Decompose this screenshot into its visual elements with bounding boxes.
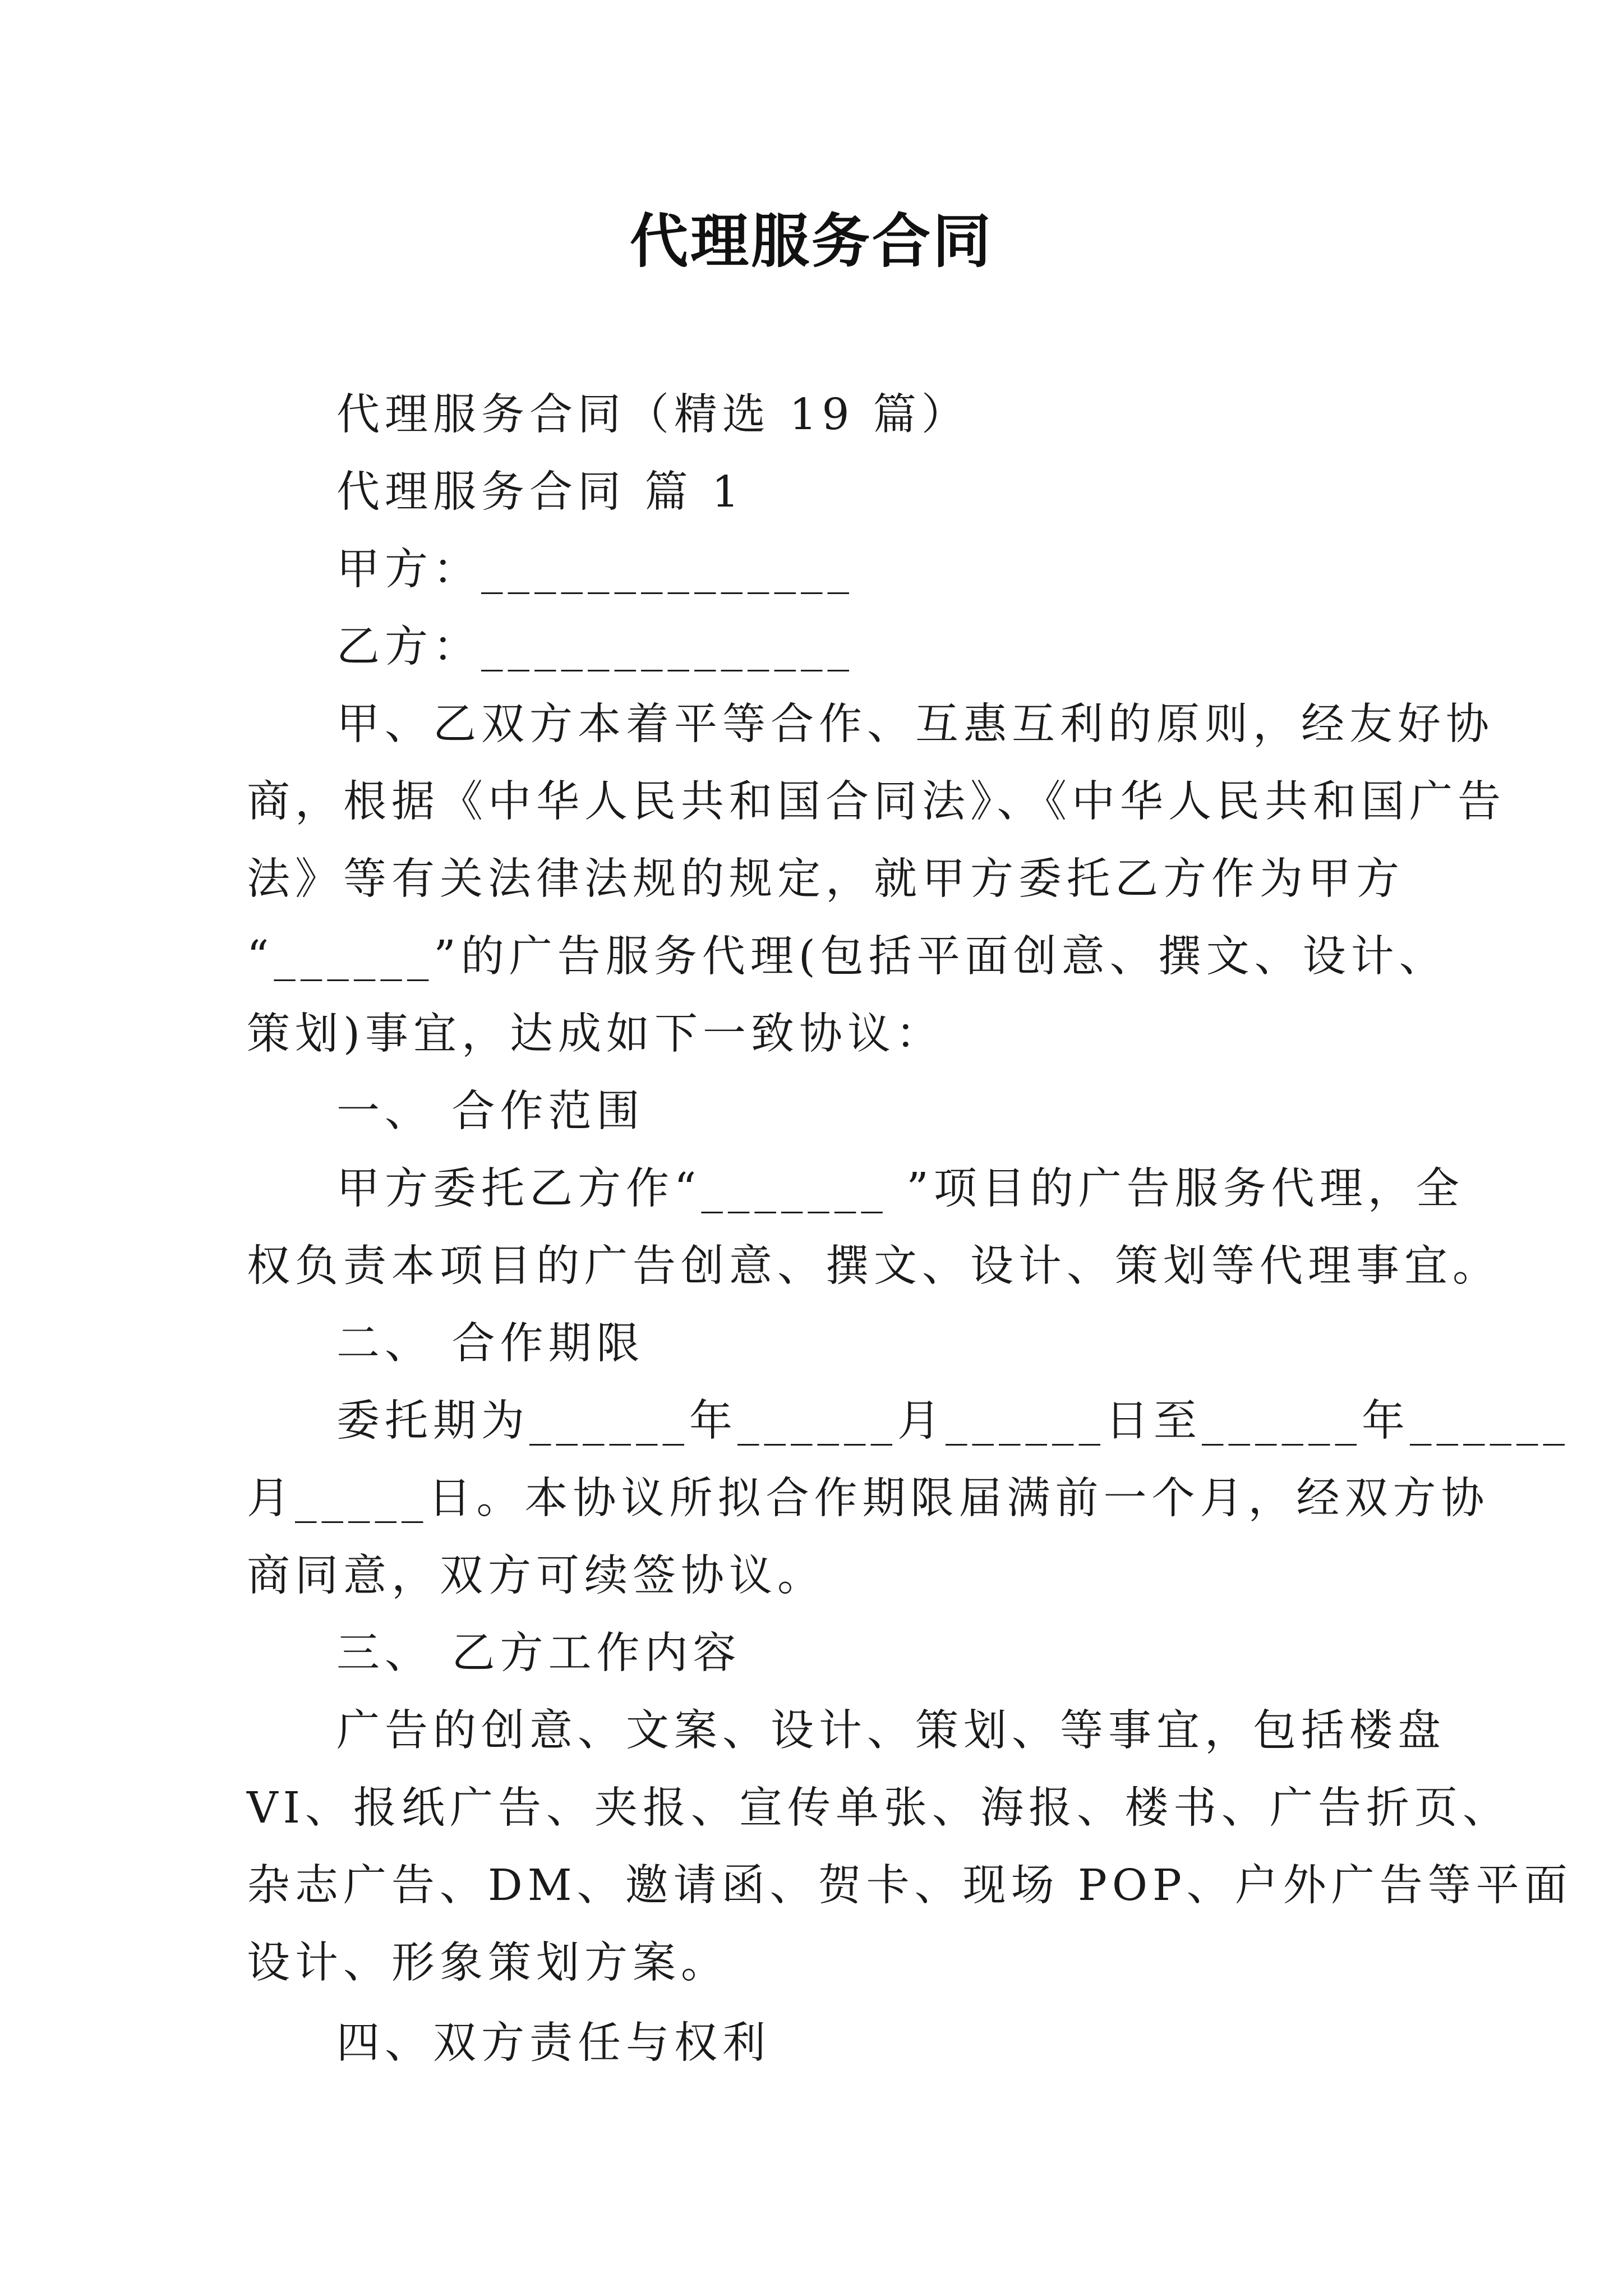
document-title: 代理服务合同 xyxy=(629,206,993,275)
paragraph-line: 甲、乙双方本着平等合作、互惠互利的原则，经友好协 xyxy=(336,700,1494,749)
party-b-line: 乙方：______________ xyxy=(336,622,854,672)
paragraph-line: 商，根据《中华人民共和国合同法》、《中华人民共和国广告 xyxy=(247,777,1506,827)
clause-heading-work: 三、 乙方工作内容 xyxy=(336,1628,741,1678)
paragraph-line: VI、报纸广告、夹报、宣传单张、海报、楼书、广告折页、 xyxy=(247,1783,1511,1833)
paragraph-line: 商同意，双方可续签协议。 xyxy=(247,1551,826,1601)
paragraph-line: 甲方委托乙方作“_______ ”项目的广告服务代理，全 xyxy=(336,1164,1464,1214)
paragraph-line: 设计、形象策划方案。 xyxy=(247,1938,729,1988)
section-heading-line: 代理服务合同 篇 1 xyxy=(336,467,744,517)
party-a-line: 甲方：______________ xyxy=(336,545,854,595)
paragraph-line: 广告的创意、文案、设计、策划、等事宜，包括楼盘 xyxy=(336,1706,1446,1756)
paragraph-line: 杂志广告、DM、邀请函、贺卡、现场 POP、户外广告等平面 xyxy=(247,1861,1573,1911)
clause-heading-rights: 四、双方责任与权利 xyxy=(336,2018,771,2068)
paragraph-line: 权负责本项目的广告创意、撰文、设计、策划等代理事宜。 xyxy=(247,1241,1501,1291)
paragraph-line: 法》等有关法律法规的规定，就甲方委托乙方作为甲方 xyxy=(247,854,1404,904)
paragraph-line: 月_____日。本协议所拟合作期限届满前一个月，经双方协 xyxy=(247,1474,1490,1524)
clause-heading-scope: 一、 合作范围 xyxy=(336,1087,645,1137)
clause-heading-term: 二、 合作期限 xyxy=(336,1319,645,1369)
subtitle-line: 代理服务合同（精选 19 篇） xyxy=(336,390,970,440)
paragraph-line: “______”的广告服务代理(包括平面创意、撰文、设计、 xyxy=(247,932,1447,982)
paragraph-line: 策划)事宜，达成如下一致协议： xyxy=(247,1009,944,1059)
paragraph-line: 委托期为______年______月______日至______年______ xyxy=(336,1396,1570,1446)
